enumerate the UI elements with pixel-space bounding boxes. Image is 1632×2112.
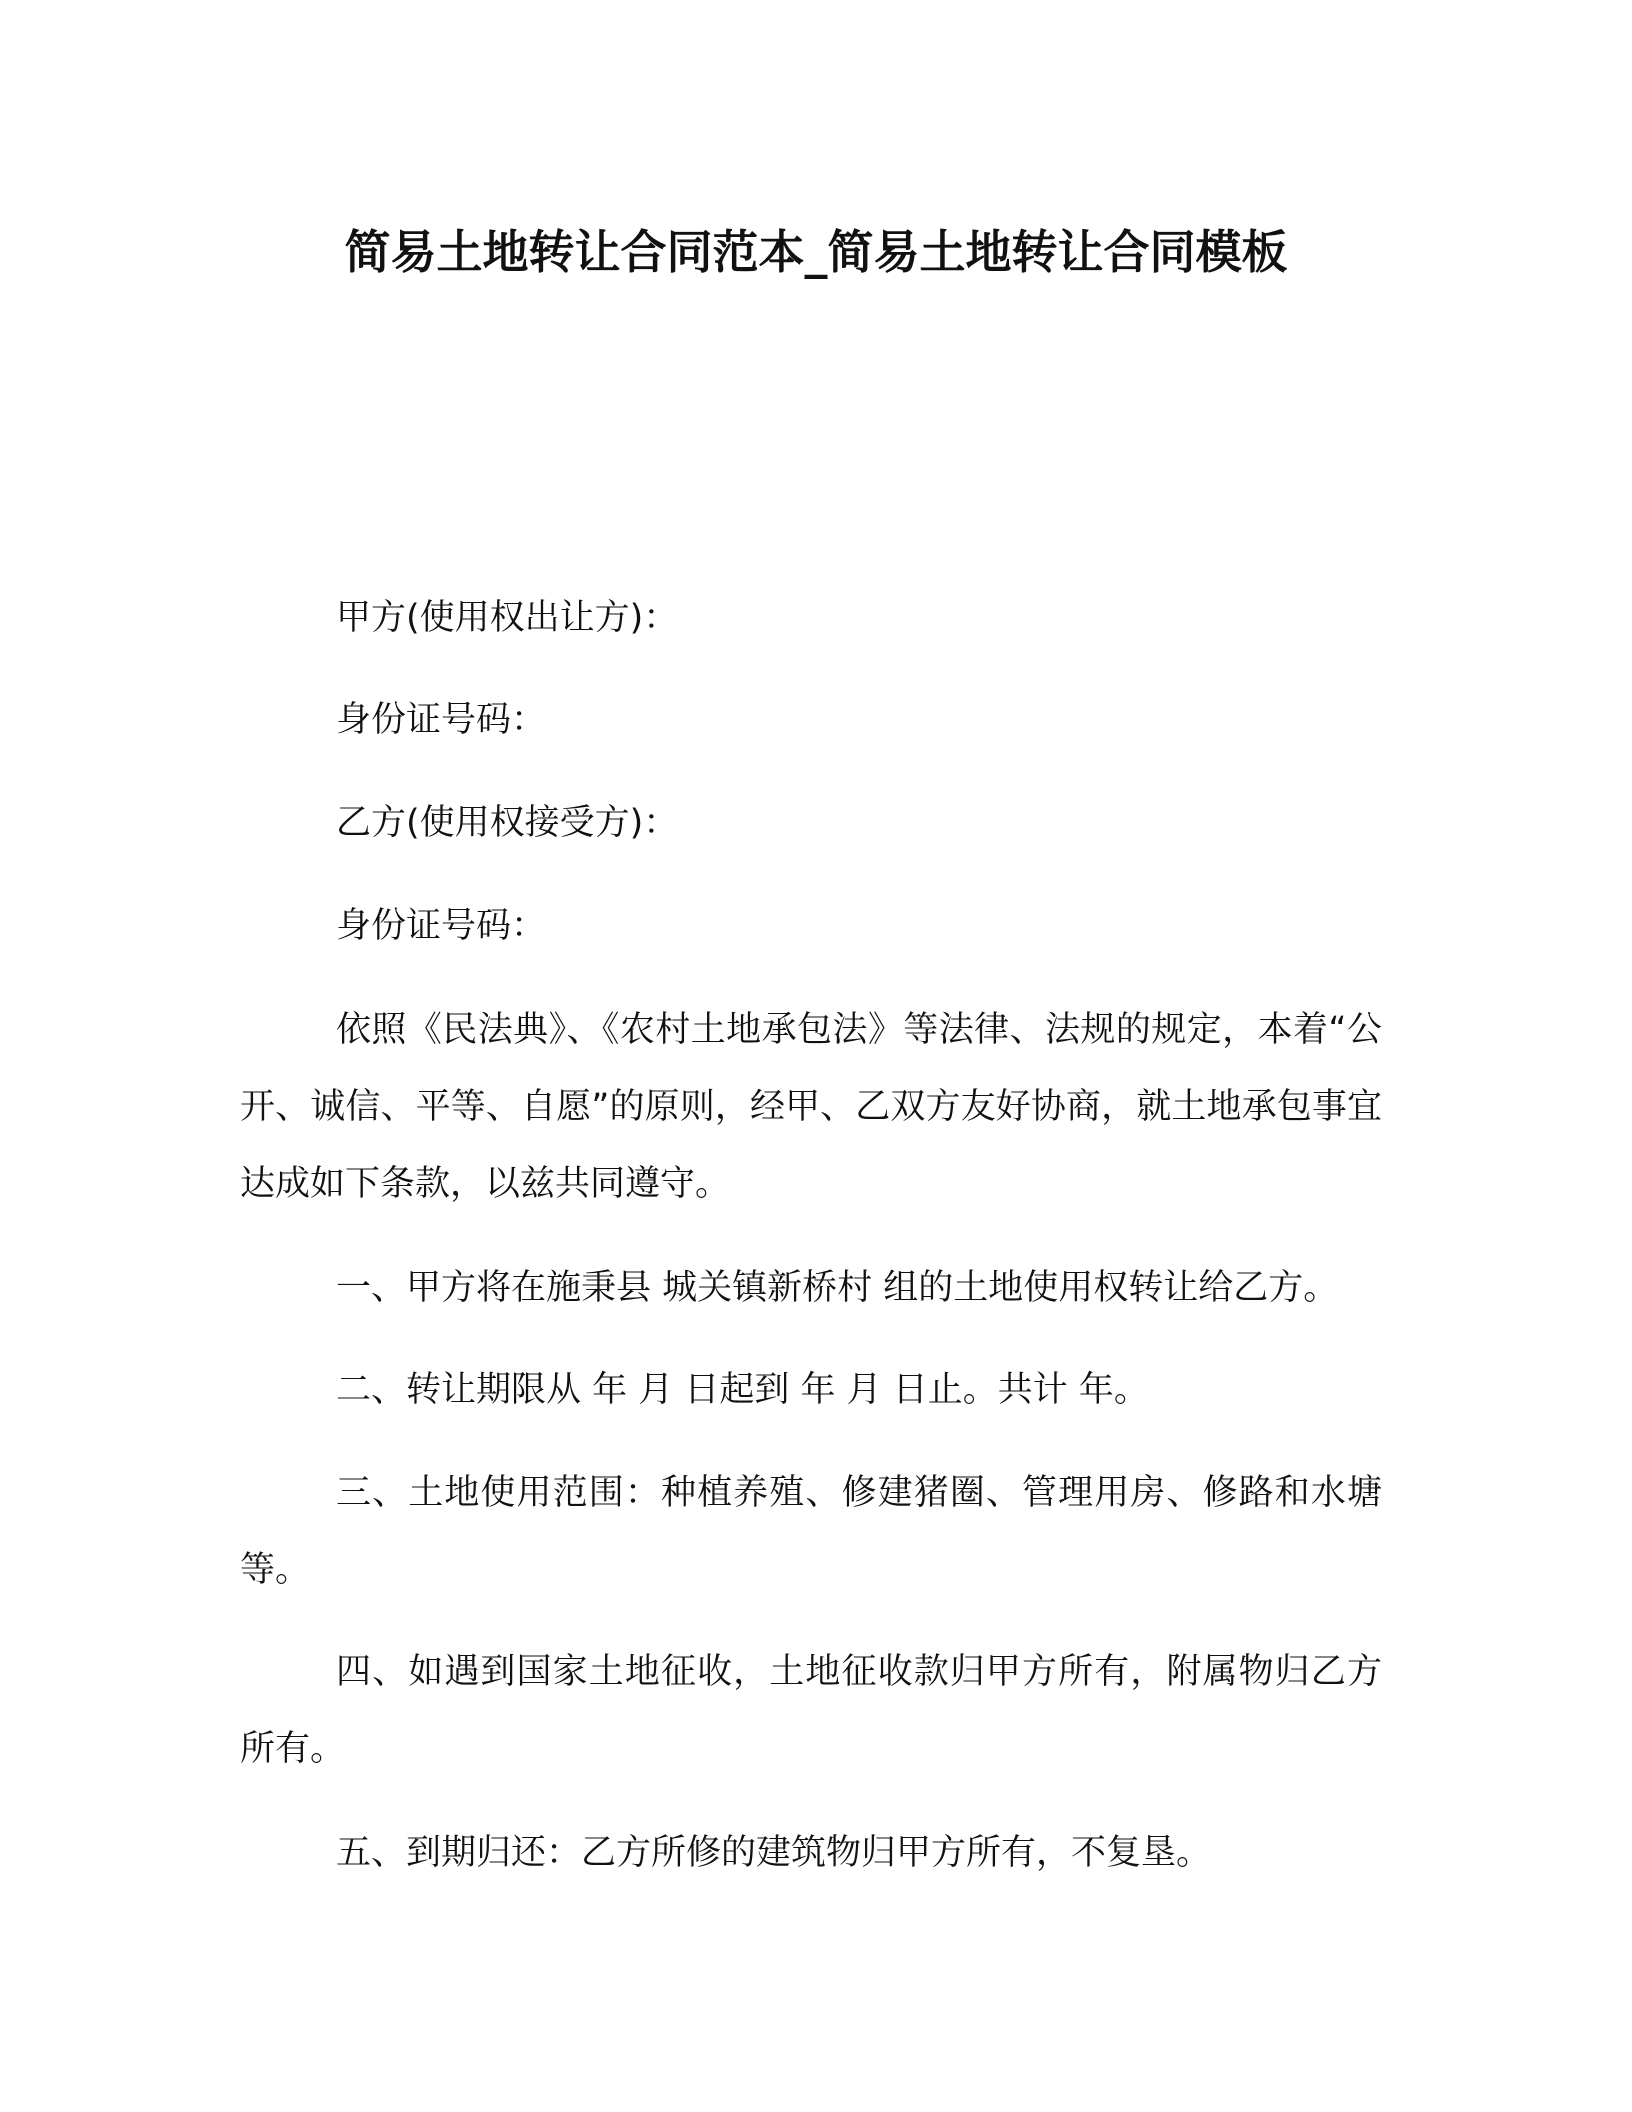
- party-b-field: 乙方(使用权接受方)：: [336, 803, 679, 843]
- party-a-id-field: 身份证号码：: [336, 700, 547, 740]
- clause-3: 三、土地使用范围：种植养殖、修建猪圈、管理用房、修路和水塘等。: [240, 1473, 1382, 1590]
- party-a-field: 甲方(使用权出让方)：: [336, 598, 679, 638]
- intro-paragraph: 依照《民法典》、《农村土地承包法》等法律、法规的规定，本着“公开、诚信、平等、自愿”的原则，经甲、乙双方友好协商，就土地承包事宜达成如下条款，以兹共同遵守。: [240, 1010, 1382, 1204]
- clause-5: 五、到期归还：乙方所修的建筑物归甲方所有，不复垦。: [336, 1833, 1212, 1873]
- document-title: 简易土地转让合同范本_简易土地转让合同模板: [344, 225, 1288, 279]
- clause-2: 二、转让期限从 年 月 日起到 年 月 日止。共计 年。: [336, 1370, 1149, 1410]
- party-b-id-field: 身份证号码：: [336, 906, 547, 946]
- clause-4: 四、如遇到国家土地征收，土地征收款归甲方所有，附属物归乙方所有。: [240, 1652, 1382, 1769]
- clause-1: 一、甲方将在施秉县 城关镇新桥村 组的土地使用权转让给乙方。: [336, 1268, 1339, 1308]
